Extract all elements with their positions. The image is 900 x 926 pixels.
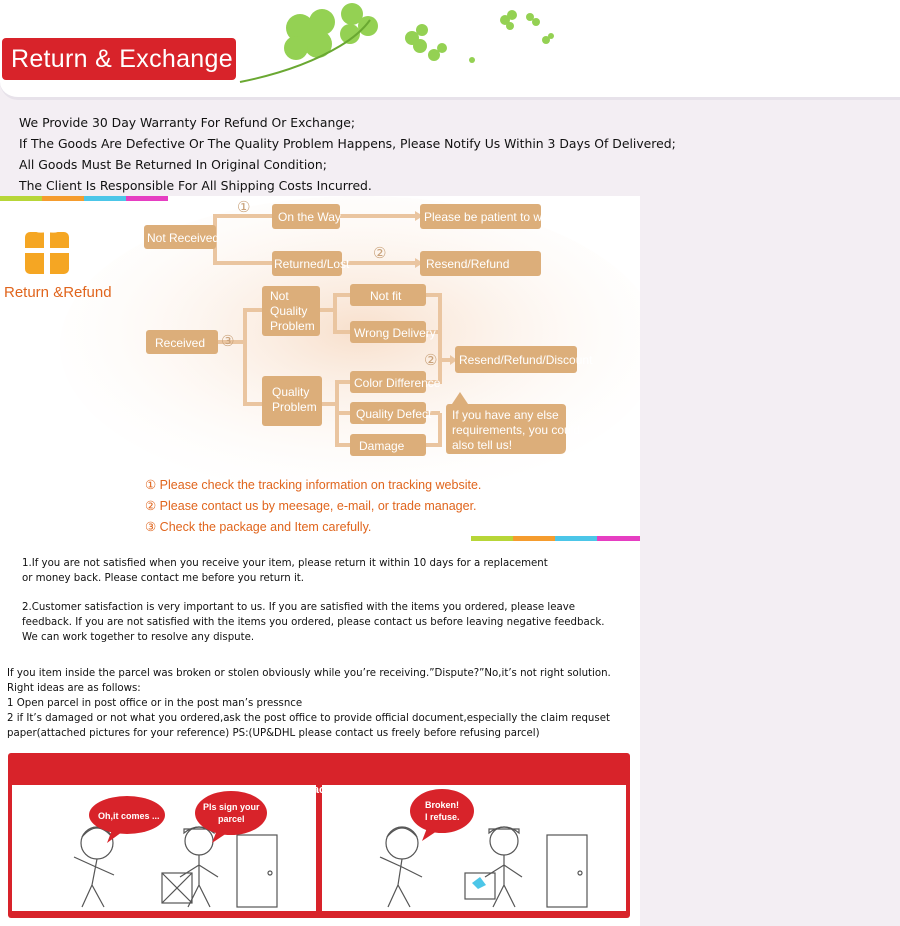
intro-line: If The Goods Are Defective Or The Quality Problem Happens, Please Notify Us Within 3 Days Of Delivered; xyxy=(19,136,676,151)
illustration-accept xyxy=(12,785,316,911)
flow-section-title: Return &Refund xyxy=(4,284,112,301)
refuse-scene-illustration xyxy=(322,785,626,911)
node-color-difference: Color Difference xyxy=(354,376,441,390)
dispute-line: If you item inside the parcel was broken or stolen obviously while you’re receiving.”Dispute?”No,it’s not right solution. xyxy=(7,668,611,679)
gift-icon xyxy=(25,227,69,274)
bubble-text: parcel xyxy=(218,814,245,824)
delivery-scene-illustration xyxy=(12,785,316,911)
node-returned-lost: Returned/Lost xyxy=(274,257,350,271)
step-marker-two: ② xyxy=(424,351,438,369)
policy-line: We can work together to resolve any dispute. xyxy=(22,632,255,643)
node-wrong-delivery: Wrong Delivery xyxy=(354,326,436,340)
bubble-text: Oh,it comes ... xyxy=(98,811,160,821)
illustration-refuse xyxy=(322,785,626,911)
return-refund-flowchart xyxy=(0,196,640,541)
dispute-line: paper(attached pictures for your reference) PS:(UP&DHL please contact us freely before refusing parcel) xyxy=(7,728,540,739)
node-else-request: also tell us! xyxy=(452,438,513,452)
page-title: Return & Exchange xyxy=(2,38,236,80)
node-received: Received xyxy=(155,336,206,350)
header-banner xyxy=(0,0,900,100)
node-quality-defect: Quality Defect xyxy=(356,407,432,421)
node-resend-refund-discount: Resend/Refund/Discount xyxy=(459,353,593,367)
node-not-quality: Not xyxy=(270,289,289,303)
bubble-text: I refuse. xyxy=(425,812,460,822)
dispute-line: 2 if It’s damaged or not what you ordered,ask the post office to provide official document,especially the claim requset xyxy=(7,713,610,724)
node-not-quality: Problem xyxy=(270,319,315,333)
node-be-patient: Please be patient to wait xyxy=(424,210,555,224)
intro-line: We Provide 30 Day Warranty For Refund Or Exchange; xyxy=(19,115,356,130)
node-damage: Damage xyxy=(359,439,405,453)
node-quality-problem: Quality xyxy=(272,385,310,399)
legend-item: ① Please check the tracking information on tracking website. xyxy=(145,478,482,492)
policy-line: or money back. Please contact me before you return it. xyxy=(22,573,305,584)
step-marker-three: ③ xyxy=(221,332,235,350)
warranty-intro xyxy=(19,112,676,196)
notice-line: face xyxy=(309,784,332,796)
node-not-quality: Quality xyxy=(270,304,308,318)
node-else-request: If you have any else xyxy=(452,408,559,422)
dispute-line: Right ideas are as follows: xyxy=(7,683,141,694)
legend-item: ③ Check the package and Item carefully. xyxy=(145,520,372,534)
policy-line: feedback. If you are not satisfied with the items you ordered, please contact us before leaving negative feedback. xyxy=(22,617,605,628)
intro-line: All Goods Must Be Returned In Original Condition; xyxy=(19,157,327,172)
bubble-text: Pls sign your xyxy=(203,802,260,812)
policy-line: 2.Customer satisfaction is very important to us. If you are satisfied with the items you ordered, please leave xyxy=(22,602,576,613)
node-not-received: Not Received xyxy=(147,231,220,245)
node-else-request: requirements, you could xyxy=(452,423,581,437)
step-marker-two: ② xyxy=(373,244,387,262)
node-on-the-way: On the Way xyxy=(278,210,341,224)
flowchart-graphic xyxy=(0,196,640,541)
policy-line: 1.If you are not satisfied when you receive your item, please return it within 10 days for a replacement xyxy=(22,558,548,569)
step-marker-one: ① xyxy=(237,198,251,216)
dispute-line: 1 Open parcel in post office or in the post man’s pressnce xyxy=(7,698,303,709)
notice-panel xyxy=(8,753,630,918)
bubble-text: Broken! xyxy=(425,800,460,810)
legend-item: ② Please contact us by meesage, e-mail, or trade manager. xyxy=(145,499,477,513)
node-resend-refund: Resend/Refund xyxy=(426,257,510,271)
node-not-fit: Not fit xyxy=(370,289,402,303)
intro-line: The Client Is Responsible For All Shipping Costs Incurred. xyxy=(19,178,372,193)
node-quality-problem: Problem xyxy=(272,400,317,414)
